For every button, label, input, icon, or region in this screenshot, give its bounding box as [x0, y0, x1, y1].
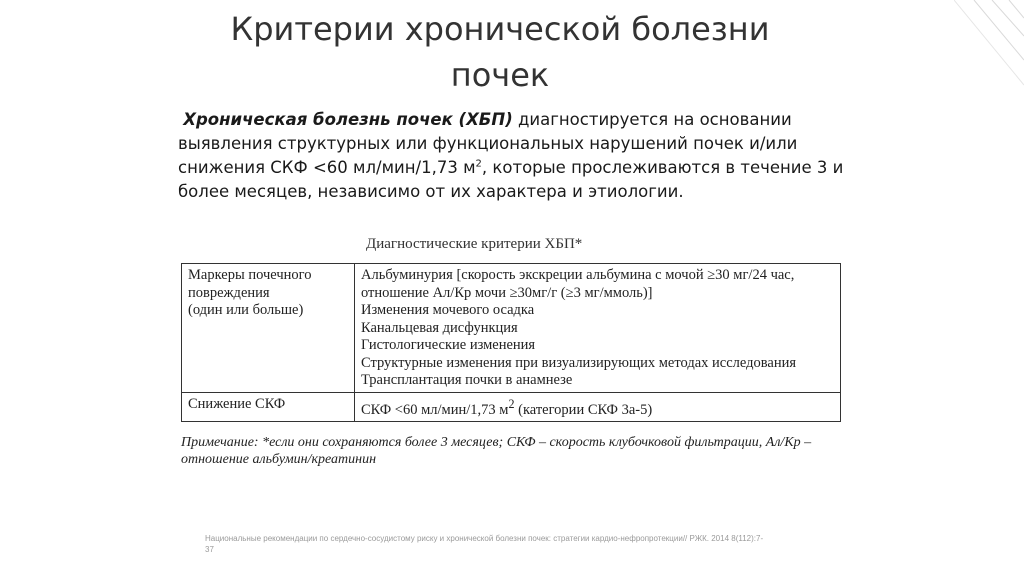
- markers-line: Маркеры почечного: [188, 267, 312, 283]
- marker-item: Гистологические изменения: [361, 337, 536, 353]
- table-row: [182, 392, 841, 421]
- table-cell-gfr-label: Снижение СКФ: [182, 392, 355, 421]
- intro-lead: Хроническая болезнь почек (ХБП): [183, 110, 513, 129]
- intro-superscript: 2: [475, 158, 482, 170]
- gfr-superscript: 2: [508, 396, 515, 411]
- slide-title-line1: Критерии хронической болезни: [230, 10, 770, 48]
- source-footer: Национальные рекомендации по сердечно-сосудистому риску и хронической болезни почек: стратегии кардио-нефропротекции// РЖК. 2014 8(112):7-37: [205, 534, 764, 554]
- table-note: Примечание: *если они сохраняются более 3 месяцев; СКФ – скорость клубочковой фильтрации, Ал/Кр – отношение альбумин/креатинин: [181, 435, 812, 467]
- intro-paragraph: [178, 108, 858, 204]
- table-cell-marker-list: [355, 264, 841, 393]
- gfr-text-2: (категории СКФ 3а-5): [514, 401, 653, 418]
- intro-text-1: диагностируется на основании выявления структурных или функциональных нарушений почек и/или снижения СКФ <60 мл/мин/1,73 м: [178, 110, 798, 177]
- table-cell-markers: [182, 264, 355, 393]
- table-row: [182, 264, 841, 393]
- marker-item: Канальцевая дисфункция: [361, 319, 518, 336]
- marker-item: Трансплантация почки в анамнезе: [361, 372, 573, 388]
- marker-item: Изменения мочевого осадка: [361, 302, 535, 318]
- marker-item: Структурные изменения при визуализирующих методах исследования: [361, 354, 797, 371]
- gfr-text-1: СКФ <60 мл/мин/1,73 м: [361, 401, 509, 418]
- corner-decoration: [954, 0, 1024, 110]
- slide-title-line2: почек: [450, 56, 550, 94]
- table-caption: Диагностические критерии ХБП*: [366, 236, 583, 252]
- markers-line: (один или больше): [188, 302, 304, 318]
- table-cell-gfr-value: [355, 392, 841, 421]
- intro-text-2: , которые прослеживаются в течение 3 и более месяцев, независимо от их характера и этиологии.: [178, 158, 844, 201]
- slide-title: [150, 6, 850, 98]
- criteria-table: [181, 263, 841, 422]
- marker-item: Альбуминурия [скорость экскреции альбумина с мочой ≥30 мг/24 час, отношение Ал/Кр мочи ≥30мг/г (≥3 мг/ммоль)]: [361, 267, 795, 301]
- markers-line: повреждения: [188, 284, 270, 301]
